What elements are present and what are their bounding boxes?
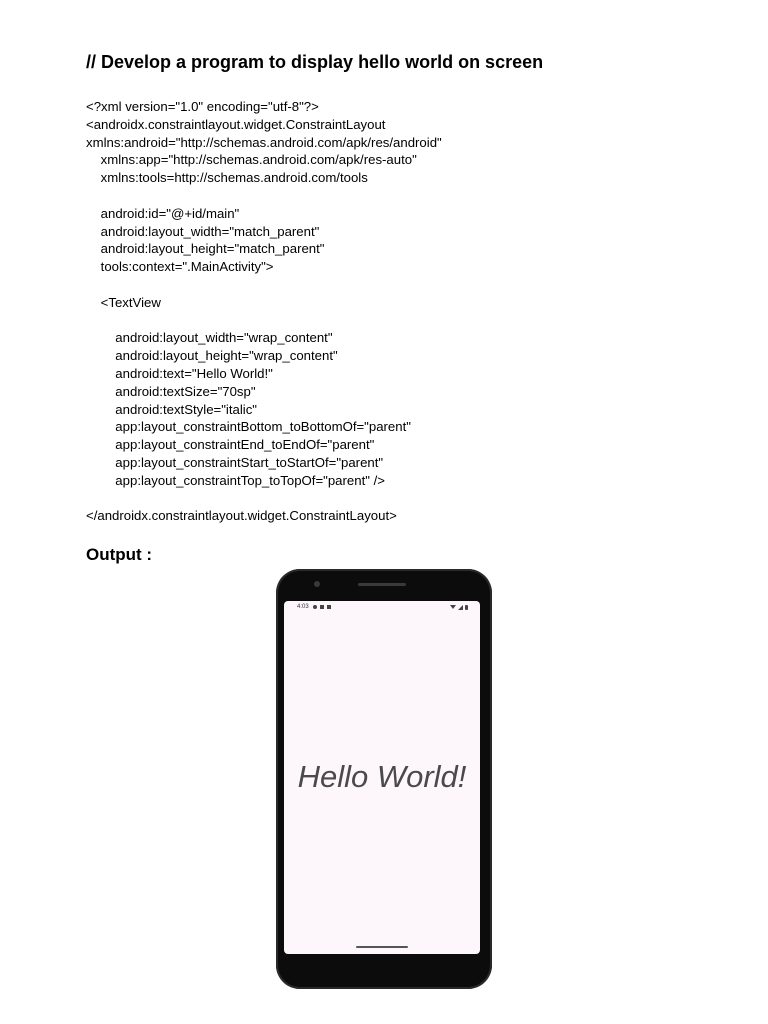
code-line	[86, 490, 706, 508]
code-line: app:layout_constraintEnd_toEndOf="parent"	[86, 437, 375, 453]
system-icons	[450, 605, 468, 610]
speaker-grille	[358, 583, 406, 586]
signal-icon	[458, 605, 463, 610]
code-line: <TextView	[86, 294, 161, 310]
code-line	[86, 187, 706, 205]
hello-world-text: Hello World!	[297, 759, 467, 794]
code-line: android:text="Hello World!"	[86, 365, 273, 381]
camera-icon	[314, 581, 320, 587]
code-line: android:layout_height="match_parent"	[86, 241, 325, 257]
wifi-icon	[450, 605, 456, 609]
notification-icon	[327, 605, 331, 609]
code-line: tools:context=".MainActivity">	[86, 259, 274, 275]
code-line: android:textSize="70sp"	[86, 383, 256, 399]
code-line	[86, 312, 706, 330]
code-line: android:id="@+id/main"	[86, 205, 240, 221]
status-bar	[284, 601, 480, 613]
code-line	[86, 276, 706, 294]
code-line: android:layout_height="wrap_content"	[86, 348, 338, 364]
notification-icons	[313, 605, 331, 609]
code-line: app:layout_constraintBottom_toBottomOf="parent"	[86, 419, 411, 435]
code-line: <?xml version="1.0" encoding="utf-8"?>	[86, 99, 319, 114]
settings-icon	[313, 605, 317, 609]
code-line: android:textStyle="italic"	[86, 401, 257, 417]
status-time: 4:03	[297, 604, 309, 610]
gesture-nav-bar[interactable]	[356, 946, 408, 948]
phone-mockup	[276, 569, 492, 989]
shield-icon	[320, 605, 324, 609]
phone-screen	[284, 601, 480, 954]
code-line: app:layout_constraintTop_toTopOf="parent" />	[86, 472, 385, 488]
code-line: android:layout_width="wrap_content"	[86, 330, 333, 346]
output-label: Output :	[86, 545, 153, 564]
code-line: xmlns:tools=http://schemas.android.com/tools	[86, 170, 368, 186]
code-line: <androidx.constraintlayout.widget.ConstraintLayout	[86, 116, 386, 132]
code-line: app:layout_constraintStart_toStartOf="parent"	[86, 454, 384, 470]
code-block	[86, 98, 706, 525]
code-line: xmlns:android="http://schemas.android.com/apk/res/android"	[86, 134, 442, 150]
battery-icon	[465, 605, 468, 610]
code-line: </androidx.constraintlayout.widget.ConstraintLayout>	[86, 508, 397, 524]
code-line: android:layout_width="match_parent"	[86, 223, 320, 239]
code-line: xmlns:app="http://schemas.android.com/apk/res-auto"	[86, 152, 417, 168]
page-heading: // Develop a program to display hello world on screen	[86, 52, 544, 72]
